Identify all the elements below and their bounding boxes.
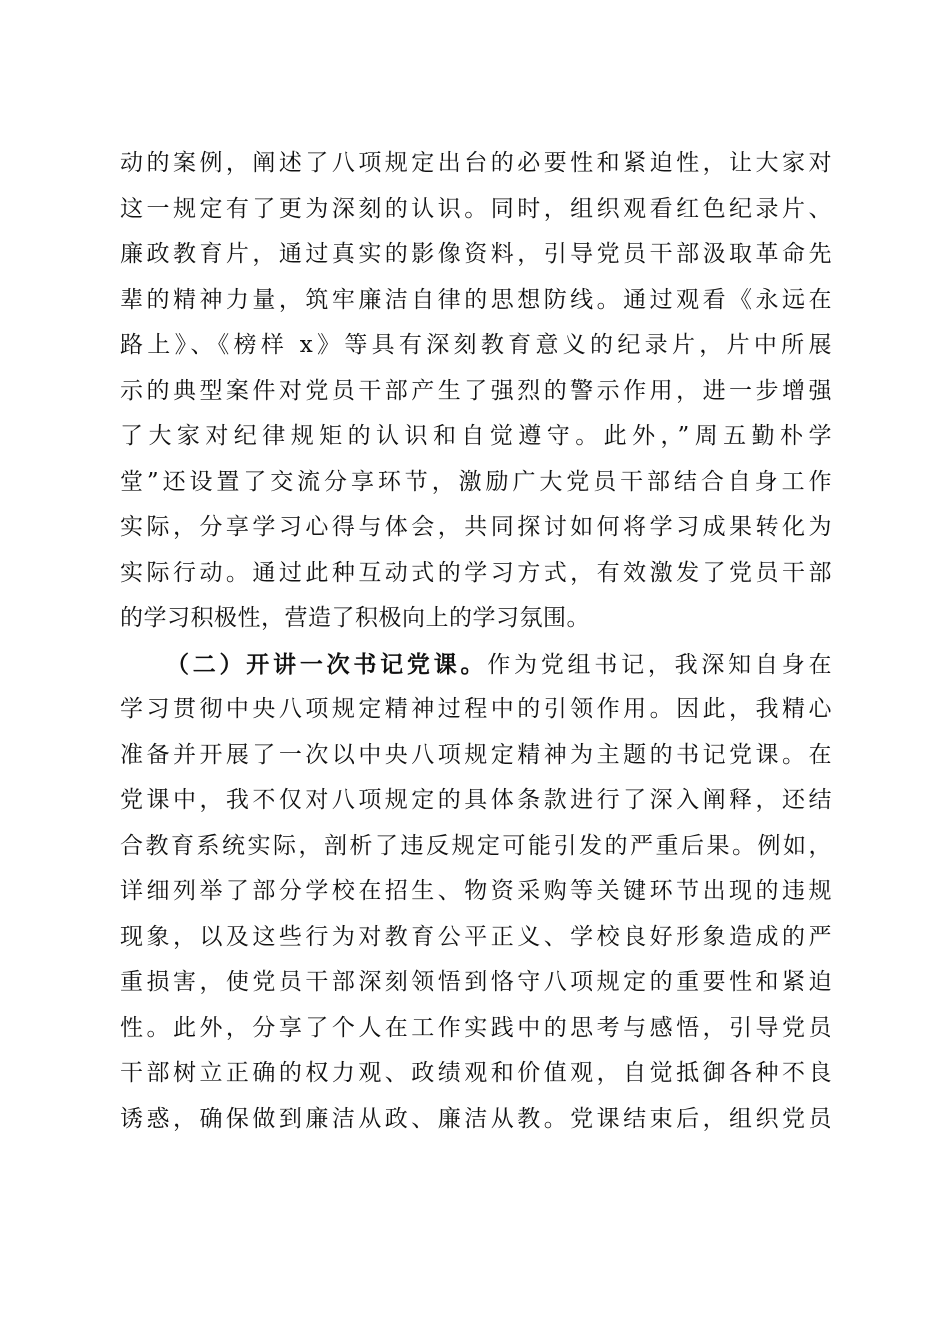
- text-line: 动的案例，阐述了八项规定出台的必要性和紧迫性，让大家对: [120, 150, 832, 176]
- text-line: 路上》、《榜样 x》等具有深刻教育意义的纪录片，片中所展: [120, 332, 832, 358]
- text-line: 示的典型案件对党员干部产生了强烈的警示作用，进一步增强: [120, 377, 832, 404]
- text-line: 合教育系统实际，剖析了违反规定可能引发的严重后果。例如，: [120, 832, 832, 859]
- text-line: 这一规定有了更为深刻的认识。同时，组织观看红色纪录片、: [120, 195, 832, 222]
- text-line: 辈的精神力量，筑牢廉洁自律的思想防线。通过观看《永远在: [120, 286, 832, 313]
- text-line: 准备并开展了一次以中央八项规定精神为主题的书记党课。在: [120, 741, 832, 768]
- text-line: 性。此外，分享了个人在工作实践中的思考与感悟，引导党员: [120, 1014, 832, 1041]
- body-text: [120, 141, 832, 1142]
- text-line: 重损害，使党员干部深刻领悟到恪守八项规定的重要性和紧迫: [120, 969, 832, 995]
- text-line: 堂”还设置了交流分享环节，激励广大党员干部结合自身工作: [120, 468, 832, 495]
- text-line: 实际行动。通过此种互动式的学习方式，有效激发了党员干部: [120, 559, 832, 586]
- text-line: 干部树立正确的权力观、政绩观和价值观，自觉抵御各种不良: [120, 1060, 832, 1086]
- text-line: 党课中，我不仅对八项规定的具体条款进行了深入阐释，还结: [120, 787, 832, 813]
- heading-line-rest: 作为党组书记，我深知自身在: [487, 651, 833, 678]
- text-line: 现象，以及这些行为对教育公平正义、学校良好形象造成的严: [120, 923, 832, 950]
- text-line: 学习贯彻中央八项规定精神过程中的引领作用。因此，我精心: [120, 696, 832, 722]
- text-line: 的学习积极性，营造了积极向上的学习氛围。: [120, 605, 590, 631]
- text-line: 廉政教育片，通过真实的影像资料，引导党员干部汲取革命先: [120, 241, 832, 267]
- paragraph-2: [120, 642, 832, 1143]
- section-heading: （二）开讲一次书记党课。: [166, 650, 488, 678]
- text-line: 诱惑，确保做到廉洁从政、廉洁从教。党课结束后，组织党员: [120, 1105, 832, 1132]
- text-line: 了大家对纪律规矩的认识和自觉遵守。此外，”周五勤朴学: [120, 423, 832, 449]
- text-line: 实际，分享学习心得与体会，共同探讨如何将学习成果转化为: [120, 514, 832, 540]
- paragraph-1: [120, 141, 832, 642]
- text-line: 详细列举了部分学校在招生、物资采购等关键环节出现的违规: [120, 878, 832, 904]
- text-line: [120, 642, 832, 688]
